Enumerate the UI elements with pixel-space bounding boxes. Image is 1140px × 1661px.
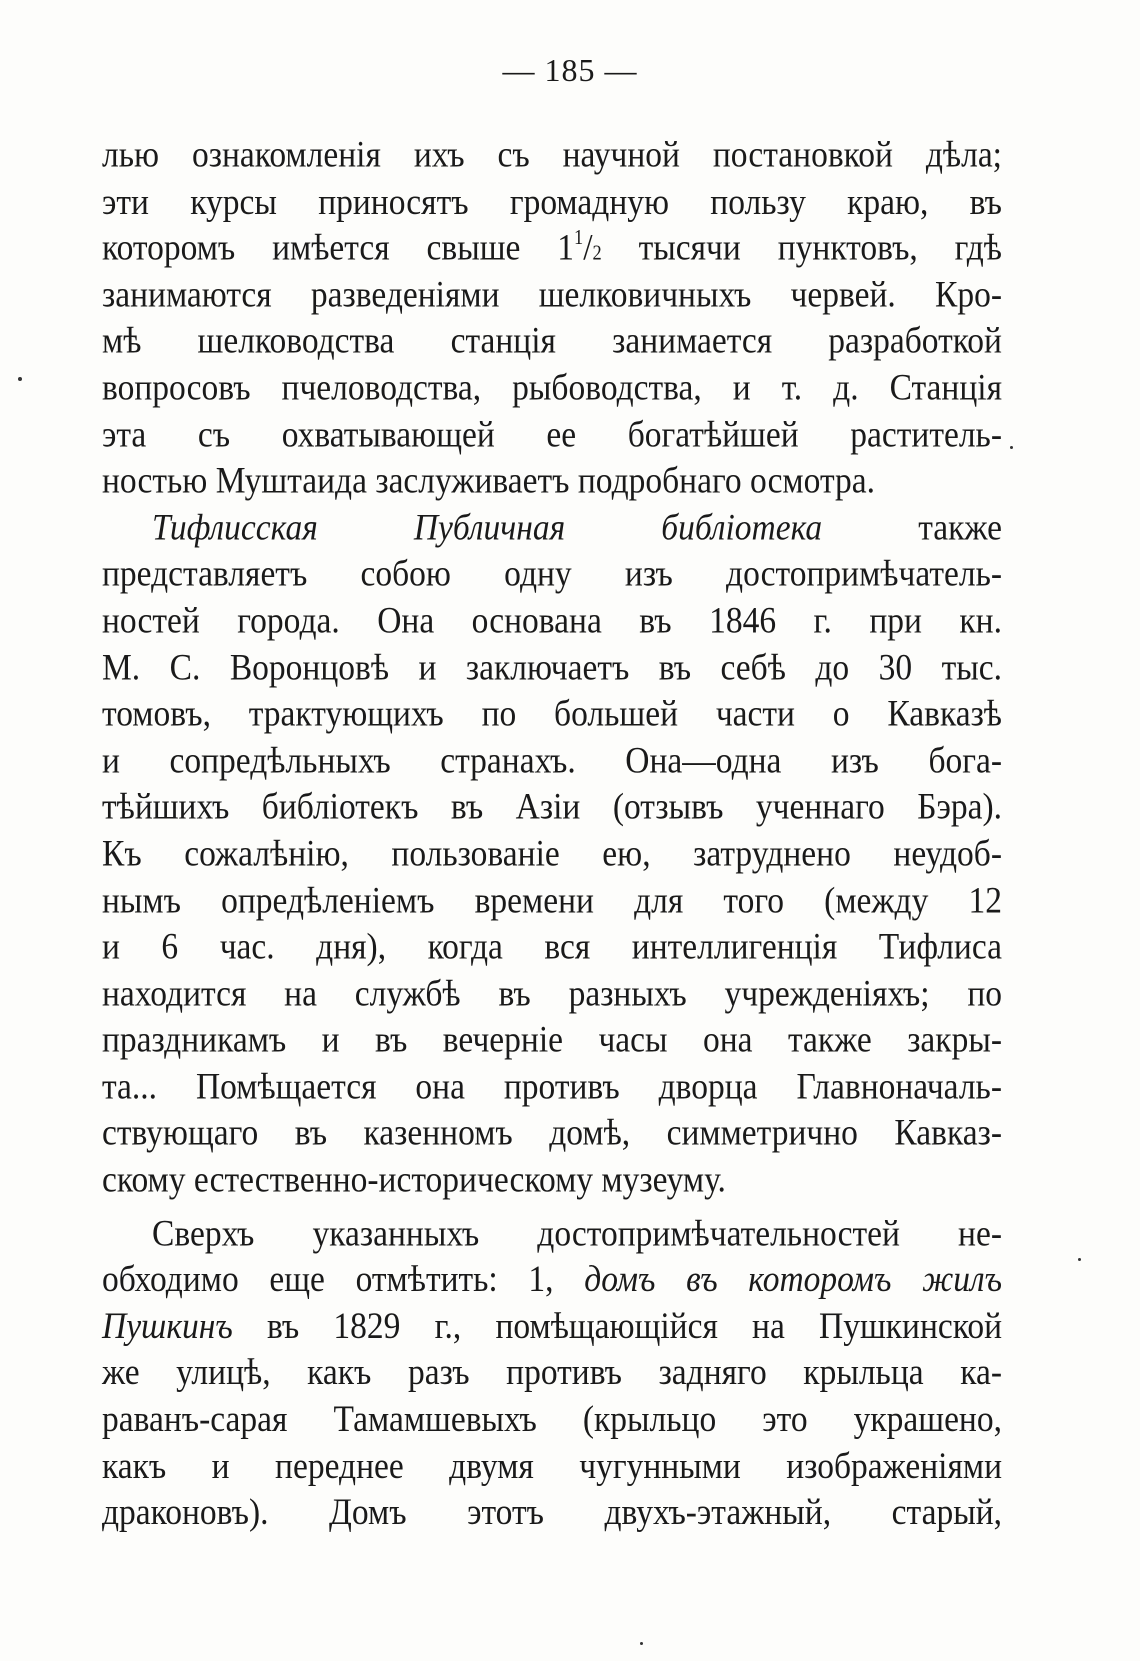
- text-run: въ 1829 г., помѣщающійся на Пушкинской: [232, 1305, 1002, 1348]
- text-run: эта съ охватывающей ее богатѣйшей раститель-: [102, 413, 1002, 456]
- text-line: [102, 458, 1002, 505]
- text-run: представляетъ собою одну изъ достопримѣчатель-: [102, 553, 1002, 595]
- text-line: [102, 1110, 1002, 1157]
- text-run: скому естественно-историческому музеуму.: [102, 1159, 726, 1201]
- text-run: Сверхъ указанныхъ достопримѣчательностей не-: [152, 1212, 1002, 1254]
- text-run: тысячи пунктовъ, гдѣ: [601, 227, 1002, 269]
- text-line: [102, 1350, 1002, 1397]
- text-run: какъ и переднее двумя чугунными изображеніями: [102, 1445, 1002, 1487]
- text-run: раванъ-сарая Тамамшевыхъ (крыльцо это украшено,: [102, 1398, 1002, 1441]
- text-line: [102, 505, 1002, 552]
- text-line: [102, 1257, 1002, 1304]
- text-run: 2: [592, 241, 602, 265]
- text-run: М. С. Воронцовѣ и заключаетъ въ себѣ до 30 тыс.: [102, 646, 1002, 689]
- paragraph: [102, 505, 1002, 1204]
- text-line: [102, 738, 1002, 785]
- text-run: и сопредѣльныхъ странахъ. Она—одна изъ бога-: [102, 739, 1002, 782]
- text-line: [102, 598, 1002, 645]
- text-run: же улицѣ, какъ разъ противъ задняго крыльца ка-: [102, 1352, 1002, 1394]
- text-line: [102, 1397, 1002, 1444]
- text-line: [102, 1443, 1002, 1490]
- body-text: [102, 132, 1002, 1536]
- text-line: [102, 971, 1002, 1018]
- paragraph: [102, 1210, 1002, 1536]
- text-run: /: [583, 227, 593, 269]
- text-line: [102, 179, 1002, 226]
- text-run: мѣ шелководства станція занимается разработкой: [102, 320, 1002, 363]
- text-run: ностей города. Она основана въ 1846 г. при кн.: [102, 600, 1002, 642]
- text-run: праздникамъ и въ вечерніе часы она также закры-: [102, 1019, 1002, 1061]
- text-run: Къ сожалѣнію, пользованіе ею, затруднено неудоб-: [102, 833, 1002, 875]
- text-line: [102, 691, 1002, 738]
- scan-speck: [640, 1642, 643, 1645]
- scan-speck: [1078, 1258, 1081, 1261]
- text-line: [102, 1210, 1002, 1257]
- text-run: нымъ опредѣленіемъ времени для того (между 12: [102, 879, 1002, 922]
- text-run: ностью Муштаида заслуживаетъ подробнаго осмотра.: [102, 460, 875, 502]
- text-run: обходимо еще отмѣтить: 1,: [102, 1259, 585, 1301]
- text-line: [102, 225, 1002, 272]
- scan-speck: [18, 377, 22, 381]
- text-line: [102, 1157, 1002, 1204]
- text-line: [102, 272, 1002, 319]
- text-line: [102, 877, 1002, 924]
- text-run: и 6 час. дня), когда вся интеллигенція Тифлиса: [102, 926, 1002, 968]
- text-line: [102, 1017, 1002, 1064]
- page-number: — 185 —: [502, 52, 638, 88]
- text-run: эти курсы приносятъ громадную пользу краю, въ: [102, 180, 1002, 223]
- italic-text: домъ въ которомъ жилъ: [584, 1259, 1002, 1301]
- text-line: [102, 1490, 1002, 1537]
- text-line: [102, 1303, 1002, 1350]
- text-run: тѣйшихъ библіотекъ въ Азіи (отзывъ ученнаго Бэра).: [102, 786, 1002, 828]
- text-run: которомъ имѣется свыше 1: [102, 227, 575, 269]
- text-line: [102, 1064, 1002, 1111]
- italic-text: Пушкинъ: [102, 1305, 233, 1348]
- text-line: [102, 318, 1002, 365]
- text-run: также: [822, 506, 1002, 549]
- text-run: та... Помѣщается она противъ дворца Главноначаль-: [102, 1065, 1002, 1108]
- scan-speck: [1010, 446, 1013, 449]
- text-line: [102, 644, 1002, 691]
- text-line: [102, 924, 1002, 971]
- paragraph: [102, 132, 1002, 505]
- italic-text: Тифлисская Публичная библіотека: [152, 506, 823, 549]
- text-run: 1: [574, 226, 584, 249]
- text-line: [102, 412, 1002, 459]
- text-run: находится на службѣ въ разныхъ учрежденіяхъ; по: [102, 972, 1002, 1015]
- text-line: [102, 784, 1002, 831]
- text-run: вопросовъ пчеловодства, рыбоводства, и т. д. Станція: [102, 367, 1002, 409]
- text-line: [102, 551, 1002, 598]
- text-line: [102, 132, 1002, 179]
- text-line: [102, 831, 1002, 878]
- text-run: драконовъ). Домъ этотъ двухъ-этажный, старый,: [102, 1491, 1002, 1534]
- text-line: [102, 365, 1002, 412]
- text-run: лью ознакомленія ихъ съ научной постановкой дѣла;: [102, 134, 1002, 176]
- text-run: занимаются разведеніями шелковичныхъ червей. Кро-: [102, 273, 1002, 316]
- text-run: томовъ, трактующихъ по большей части о Кавказѣ: [102, 693, 1002, 735]
- text-run: ствующаго въ казенномъ домѣ, симметрично Кавказ-: [102, 1112, 1002, 1154]
